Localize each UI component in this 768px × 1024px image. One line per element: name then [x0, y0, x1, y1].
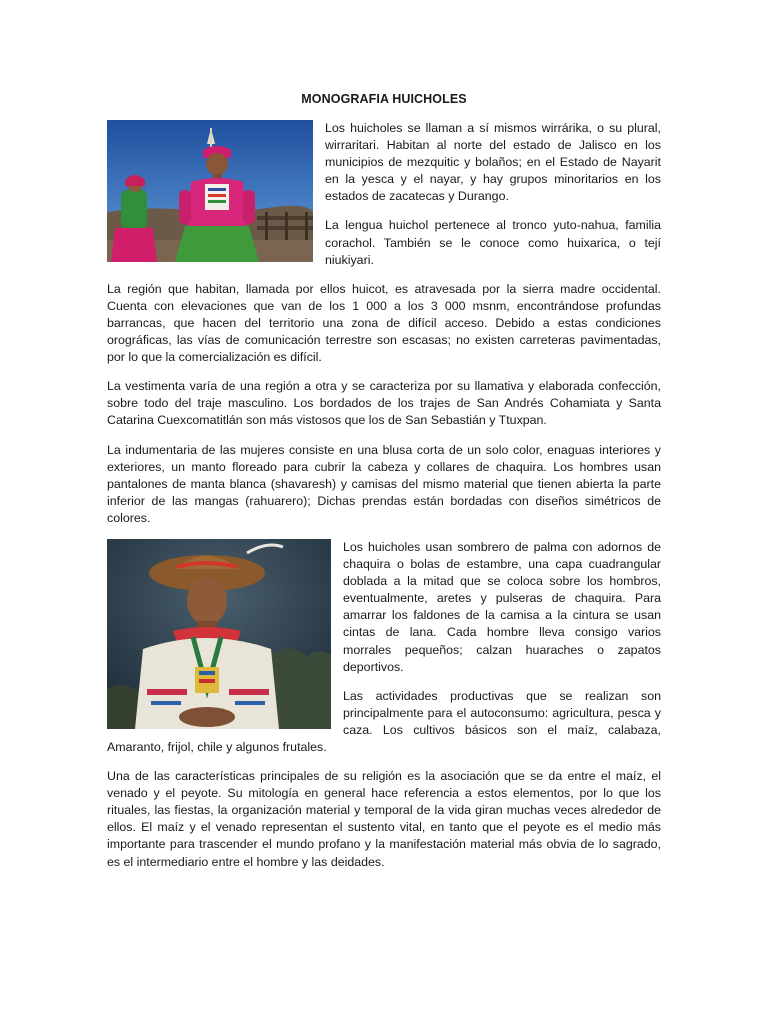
huichol-women-photo [107, 120, 313, 262]
document-body [107, 120, 661, 883]
paragraph-religion: Una de las características principales de su religión es la asociación que se da entre el maíz, el venado y el peyote. Su mitología en general hace referencia a estos elementos, por lo que los rituales, las fiestas, la organización material y temporal de la vida giran muchas veces alrededor de ellos. El maíz y el venado representan el sustento vital, en tanto que el peyote es el medio más importante para trascender el mundo profano y la manifestación material más obvia de lo sagrado, es el intermediario entre el hombre y las deidades. [107, 769, 661, 869]
paragraph-clothing: La vestimenta varía de una región a otra y se caracteriza por su llamativa y elaborada confección, sobre todo del traje masculino. Los bordados de los trajes de San Andrés Cohamiata y Santa Catarina Cuexcomatitlán son más vistosos que los de San Sebastián y Ttuxpan. [107, 379, 661, 428]
paragraph-intro: Los huicholes se llaman a sí mismos wirrárika, o su plural, wirraritari. Habitan al norte del estado de Jalisco en los municipios de mezquitic y bolaños; en el Estado de Nayarit en la yesca y el nayar, y hay grupos minoritarios en los estados de zacatecas y Durango. [325, 121, 661, 204]
huichol-man-portrait-photo [107, 539, 331, 729]
paragraph-hat: Los huicholes usan sombrero de palma con adornos de chaquira o bolas de estambre, una capa cuadrangular doblada a la mitad que se coloca sobre los hombros, eventualmente, aretes y pulseras de chaquira. Para amarrar los faldones de la camisa a la cintura se usan cintas de lana. Cada hombre lleva consigo varios morrales pequeños; calzan huaraches o zapatos deportivos. [343, 539, 661, 674]
paragraph-language: La lengua huichol pertenece al tronco yuto-nahua, familia corachol. También se le conoce como huixarica, o tejí niukiyari. [325, 218, 661, 267]
document-title: MONOGRAFIA HUICHOLES [301, 92, 467, 106]
paragraph-attire: La indumentaria de las mujeres consiste en una blusa corta de un solo color, enaguas interiores y exteriores, un manto floreado para cubrir la cabeza y collares de chaquira. Los hombres usan pantalones de manta blanca (shavaresh) y camisas del mismo material que tienen abierta la parte inferior de las mangas (rahuarero); Dichas prendas están bordadas con diseños simétricos de colores. [107, 442, 661, 525]
paragraph-region: La región que habitan, llamada por ellos huicot, es atravesada por la sierra madre occidental. Cuenta con elevaciones que van de los 1 000 a los 3 000 msnm, encontrándose profundas barrancas, que hacen del territorio una zona de difícil acceso. Debido a estas condiciones orográficas, las vías de comunicación terrestre son escasas; no existen carreteras pavimentadas, por lo que la comercialización es difícil. [107, 281, 661, 365]
paragraph-activities: Las actividades productivas que se realizan son principalmente para el autoconsumo: agricultura, pesca y caza. Los cultivos básicos son el maíz, calabaza, Amaranto, frijol, chile y algunos frutales. [107, 688, 661, 754]
